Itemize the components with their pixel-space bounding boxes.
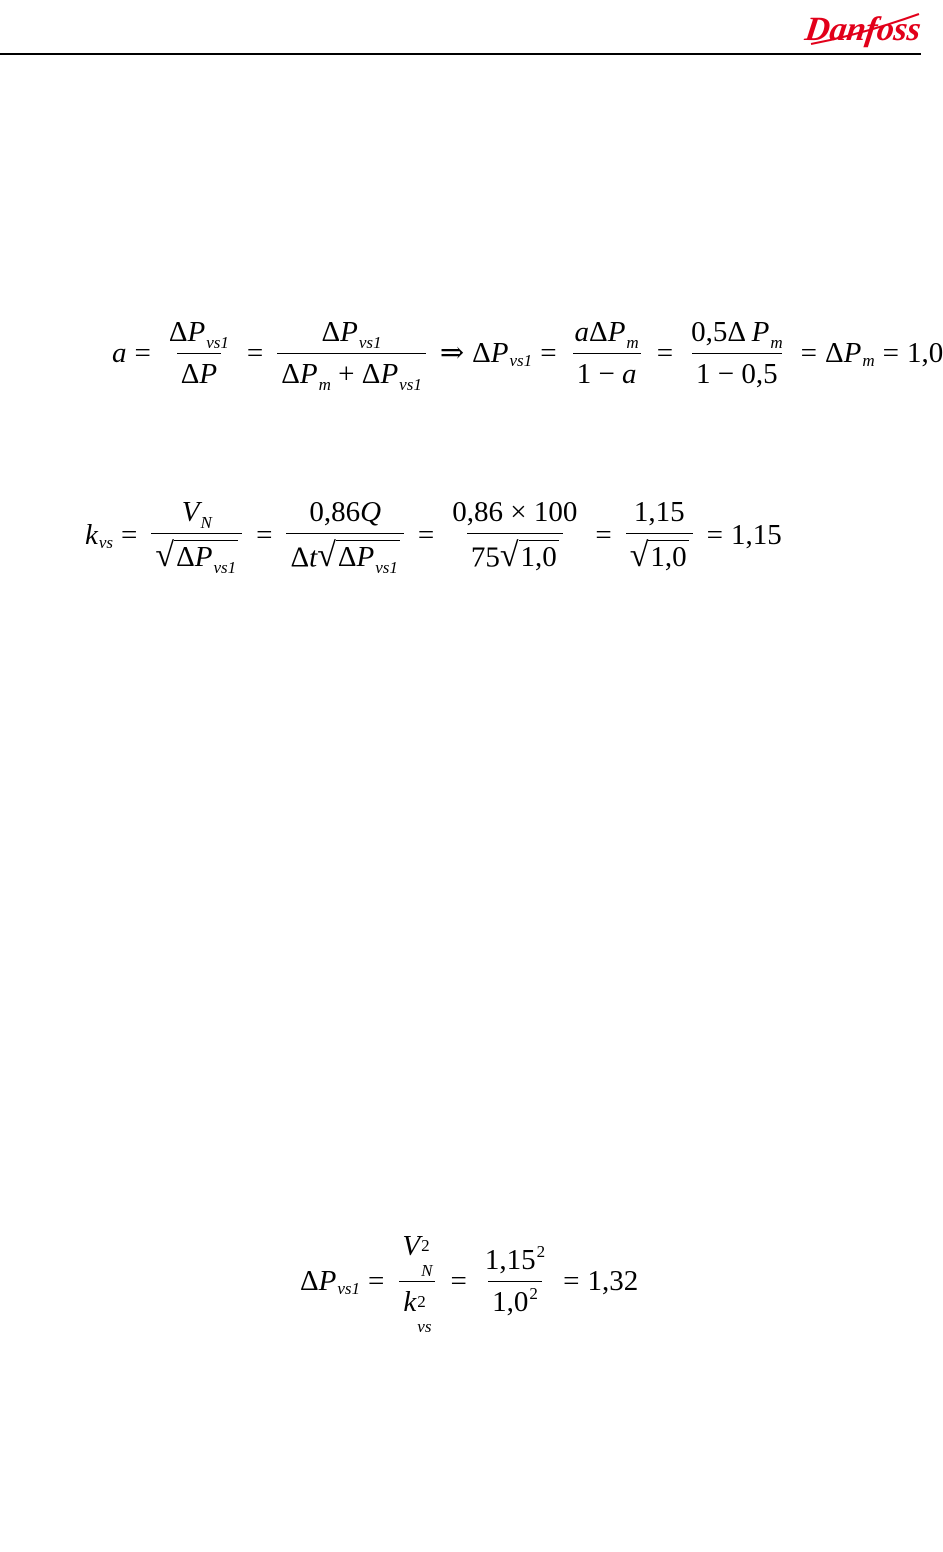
fraction: $\frac{\Delta P_{vs1}}{\Delta P_m + \Delta P_{vs1}}$ xyxy=(277,318,426,389)
fraction: V 2 N k 2 vs xyxy=(398,1232,436,1331)
fraction: 1,15 √ 1,0 xyxy=(626,498,693,572)
fraction: $\frac{0,5\Delta P_m}{1 - 0,5}$ xyxy=(691,316,783,390)
fraction: $\frac{a\Delta P_m}{1 - a}$ xyxy=(574,316,639,390)
fraction: 0,86 × 100 75 √ 1,0 xyxy=(452,496,578,575)
header-divider xyxy=(0,53,921,55)
fraction: 0,86Q Δt √ $\Delta P_{vs1}$ xyxy=(286,498,403,572)
result-value: 1,0 xyxy=(907,337,943,369)
fraction: $\frac{1,15^2}{1,0^2}$ xyxy=(484,1242,546,1318)
result-value: 1,15 xyxy=(731,518,782,551)
result-value: 1,32 xyxy=(587,1265,639,1297)
equation-valve-authority: a = $\frac{\Delta P_{vs1}}{\Delta P}$ = $\frac{\Delta P_{vs1}}{\Delta P_m + \Delta P_{vs1}}$ ⇒ Δ P vs1 = $\frac{a\Delta P_m}{1 - a}$ = $\frac{0,5\Delta P_m}{1 - 0,5}$ = Δ P m = 1,0 xyxy=(112,316,943,394)
danfoss-logo xyxy=(803,4,923,52)
equation-kvs: k vs = $V_N$ √ $\Delta P_{vs1}$ = 0,86Q Δt √ $\Delta P_{vs1}$ = 0,86 × 100 75 √ 1,0 = 1,15 √ 1,0 = 1,15 xyxy=(85,496,782,577)
equation-pressure-drop: Δ P vs1 = V 2 N k 2 vs = $\frac{1,15^2}{1,0^2}$ = 1,32 xyxy=(300,1230,639,1336)
fraction: $V_N$ √ $\Delta P_{vs1}$ xyxy=(151,498,242,572)
logo-text: Danfoss xyxy=(802,11,924,48)
fraction: $\frac{\Delta P_{vs1}}{\Delta P}$ xyxy=(168,316,229,390)
